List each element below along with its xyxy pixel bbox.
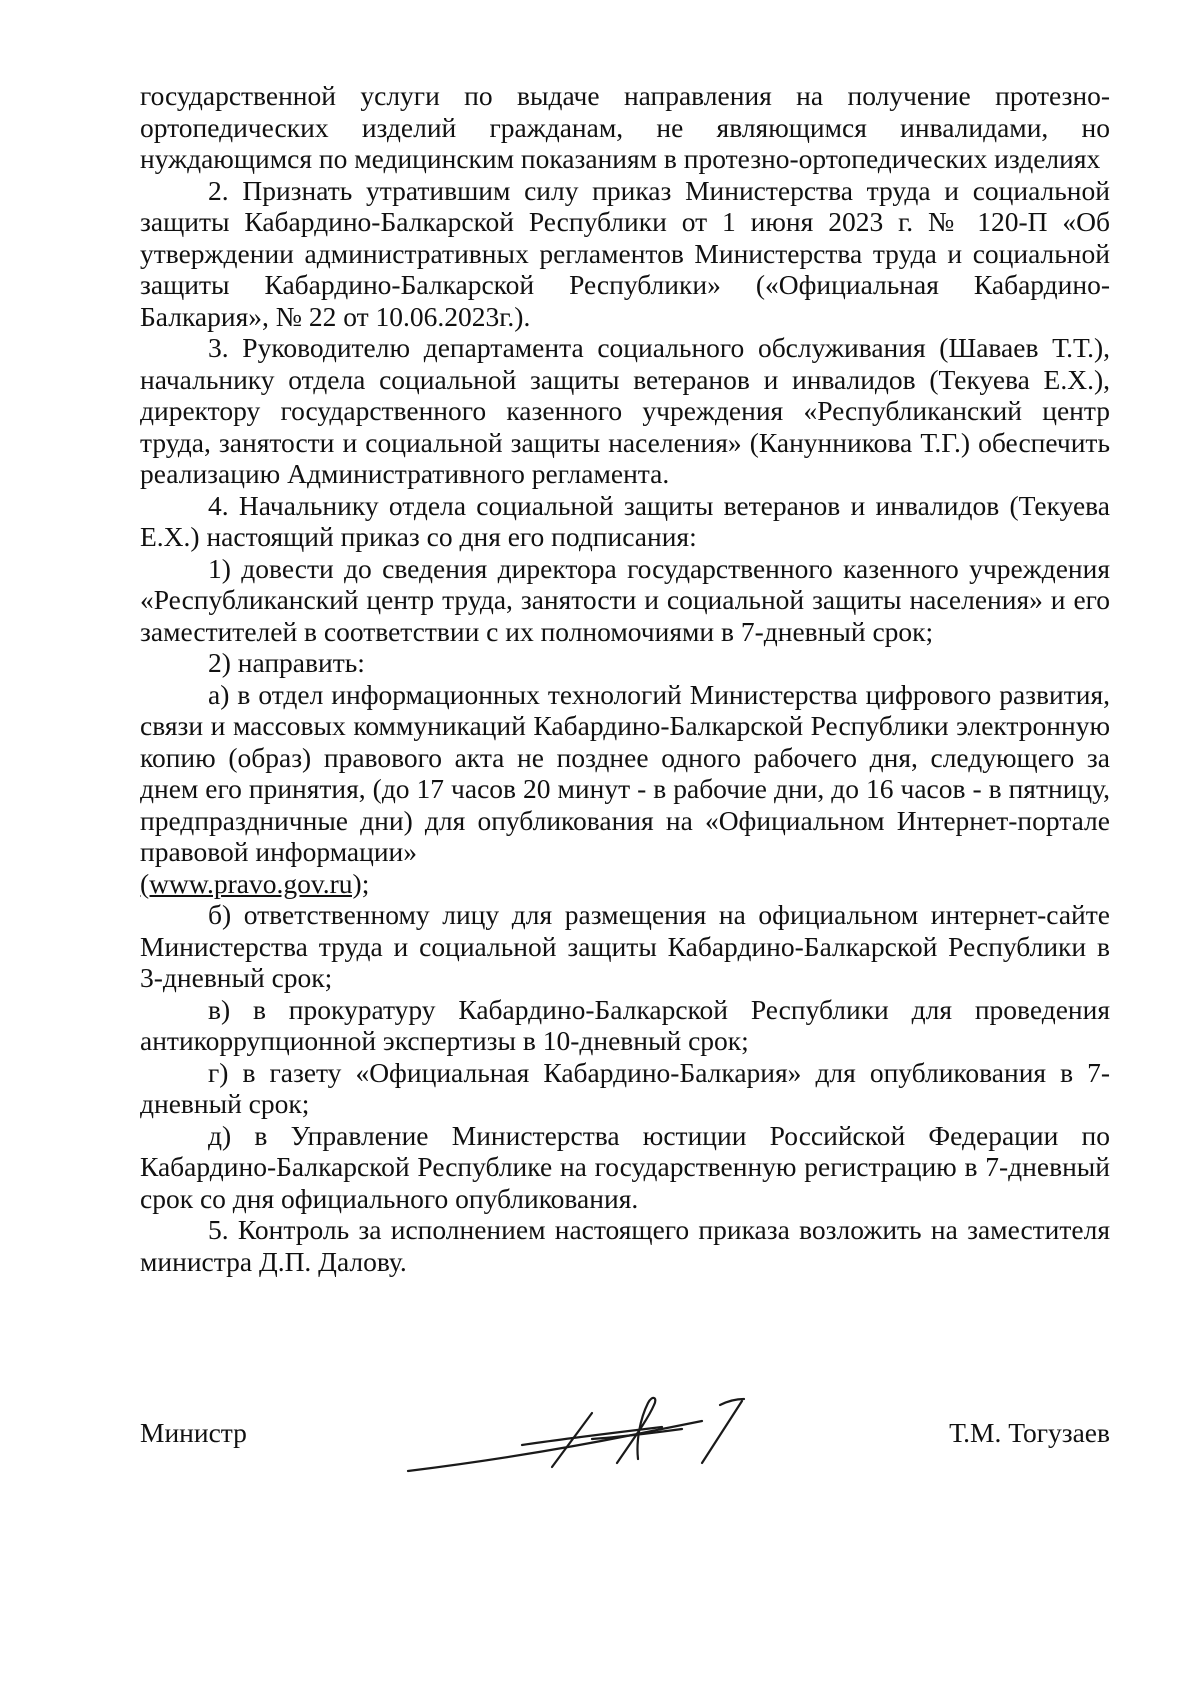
signatory-position: Министр [140, 1417, 247, 1448]
document-body [140, 80, 1110, 1277]
signature-block [140, 1393, 1110, 1483]
paragraph-item-5: 5. Контроль за исполнением настоящего приказа возложить на заместителя министра Д.П. Далову. [140, 1214, 1110, 1277]
paragraph-item-4: 4. Начальнику отдела социальной защиты ветеранов и инвалидов (Текуева Е.Х.) настоящий приказ со дня его подписания: [140, 489, 1110, 552]
paragraph-subitem-1: 1) довести до сведения директора государственного казенного учреждения «Республиканский центр труда, занятости и социальной защиты населения» и его заместителей в соответствии с их полномочиями в 7-дневный срок; [140, 552, 1110, 647]
paragraph-subitem-g: г) в газету «Официальная Кабардино-Балкария» для опубликования в 7-дневный срок; [140, 1056, 1110, 1119]
paragraph-subitem-b: б) ответственному лицу для размещения на официальном интернет-сайте Министерства труда и социальной защиты Кабардино-Балкарской Республики в 3-дневный срок; [140, 899, 1110, 993]
handwritten-signature [402, 1393, 782, 1483]
paragraph-item-2: 2. Признать утратившим силу приказ Министерства труда и социальной защиты Кабардино-Балкарской Республики от 1 июня 2023 г. № 120-П «Об утверждении административных регламентов Министерства труда и социальной защиты Кабардино-Балкарской Республики» («Официальная Кабардино-Балкария», № 22 от 10.06.2023г.). [140, 174, 1110, 332]
paragraph-item-3: 3. Руководителю департамента социального обслуживания (Шаваев Т.Т.), начальнику отдела социальной защиты ветеранов и инвалидов (Текуева Е.Х.), директору государственного казенного учреждения «Республиканский центр труда, занятости и социальной защиты населения» (Канунникова Т.Г.) обеспечить реализацию Административного регламента. [140, 332, 1110, 489]
paragraph-subitem-d: д) в Управление Министерства юстиции Российской Федерации по Кабардино-Балкарской Республике на государственную регистрацию в 7-дневный срок со дня официального опубликования. [140, 1119, 1110, 1214]
signatory-name: Т.М. Тогузаев [949, 1417, 1110, 1448]
paragraph-subitem-2: 2) направить: [208, 647, 365, 678]
paragraph-link-line [140, 868, 1110, 900]
paragraph-subitem-a: а) в отдел информационных технологий Министерства цифрового развития, связи и массовых коммуникаций Кабардино-Балкарской Республики электронную копию (образ) правового акта не позднее одного рабочего дня, следующего за днем его принятия, (до 17 часов 20 минут - в рабочие дни, до 16 часов - в пятницу, предпраздничные дни) для опубликования на «Официальном Интернет-портале правовой информации» [140, 678, 1110, 867]
paragraph-continuation: государственной услуги по выдаче направления на получение протезно-ортопедических изделий гражданам, не являющимся инвалидами, но нуждающимся по медицинским показаниям в протезно-ортопедических изделиях [140, 80, 1110, 174]
pravo-link[interactable]: (www.pravo.gov.ru); [140, 867, 370, 899]
paragraph-subitem-v: в) в прокуратуру Кабардино-Балкарской Республики для проведения антикоррупционной экспертизы в 10-дневный срок; [140, 993, 1110, 1056]
